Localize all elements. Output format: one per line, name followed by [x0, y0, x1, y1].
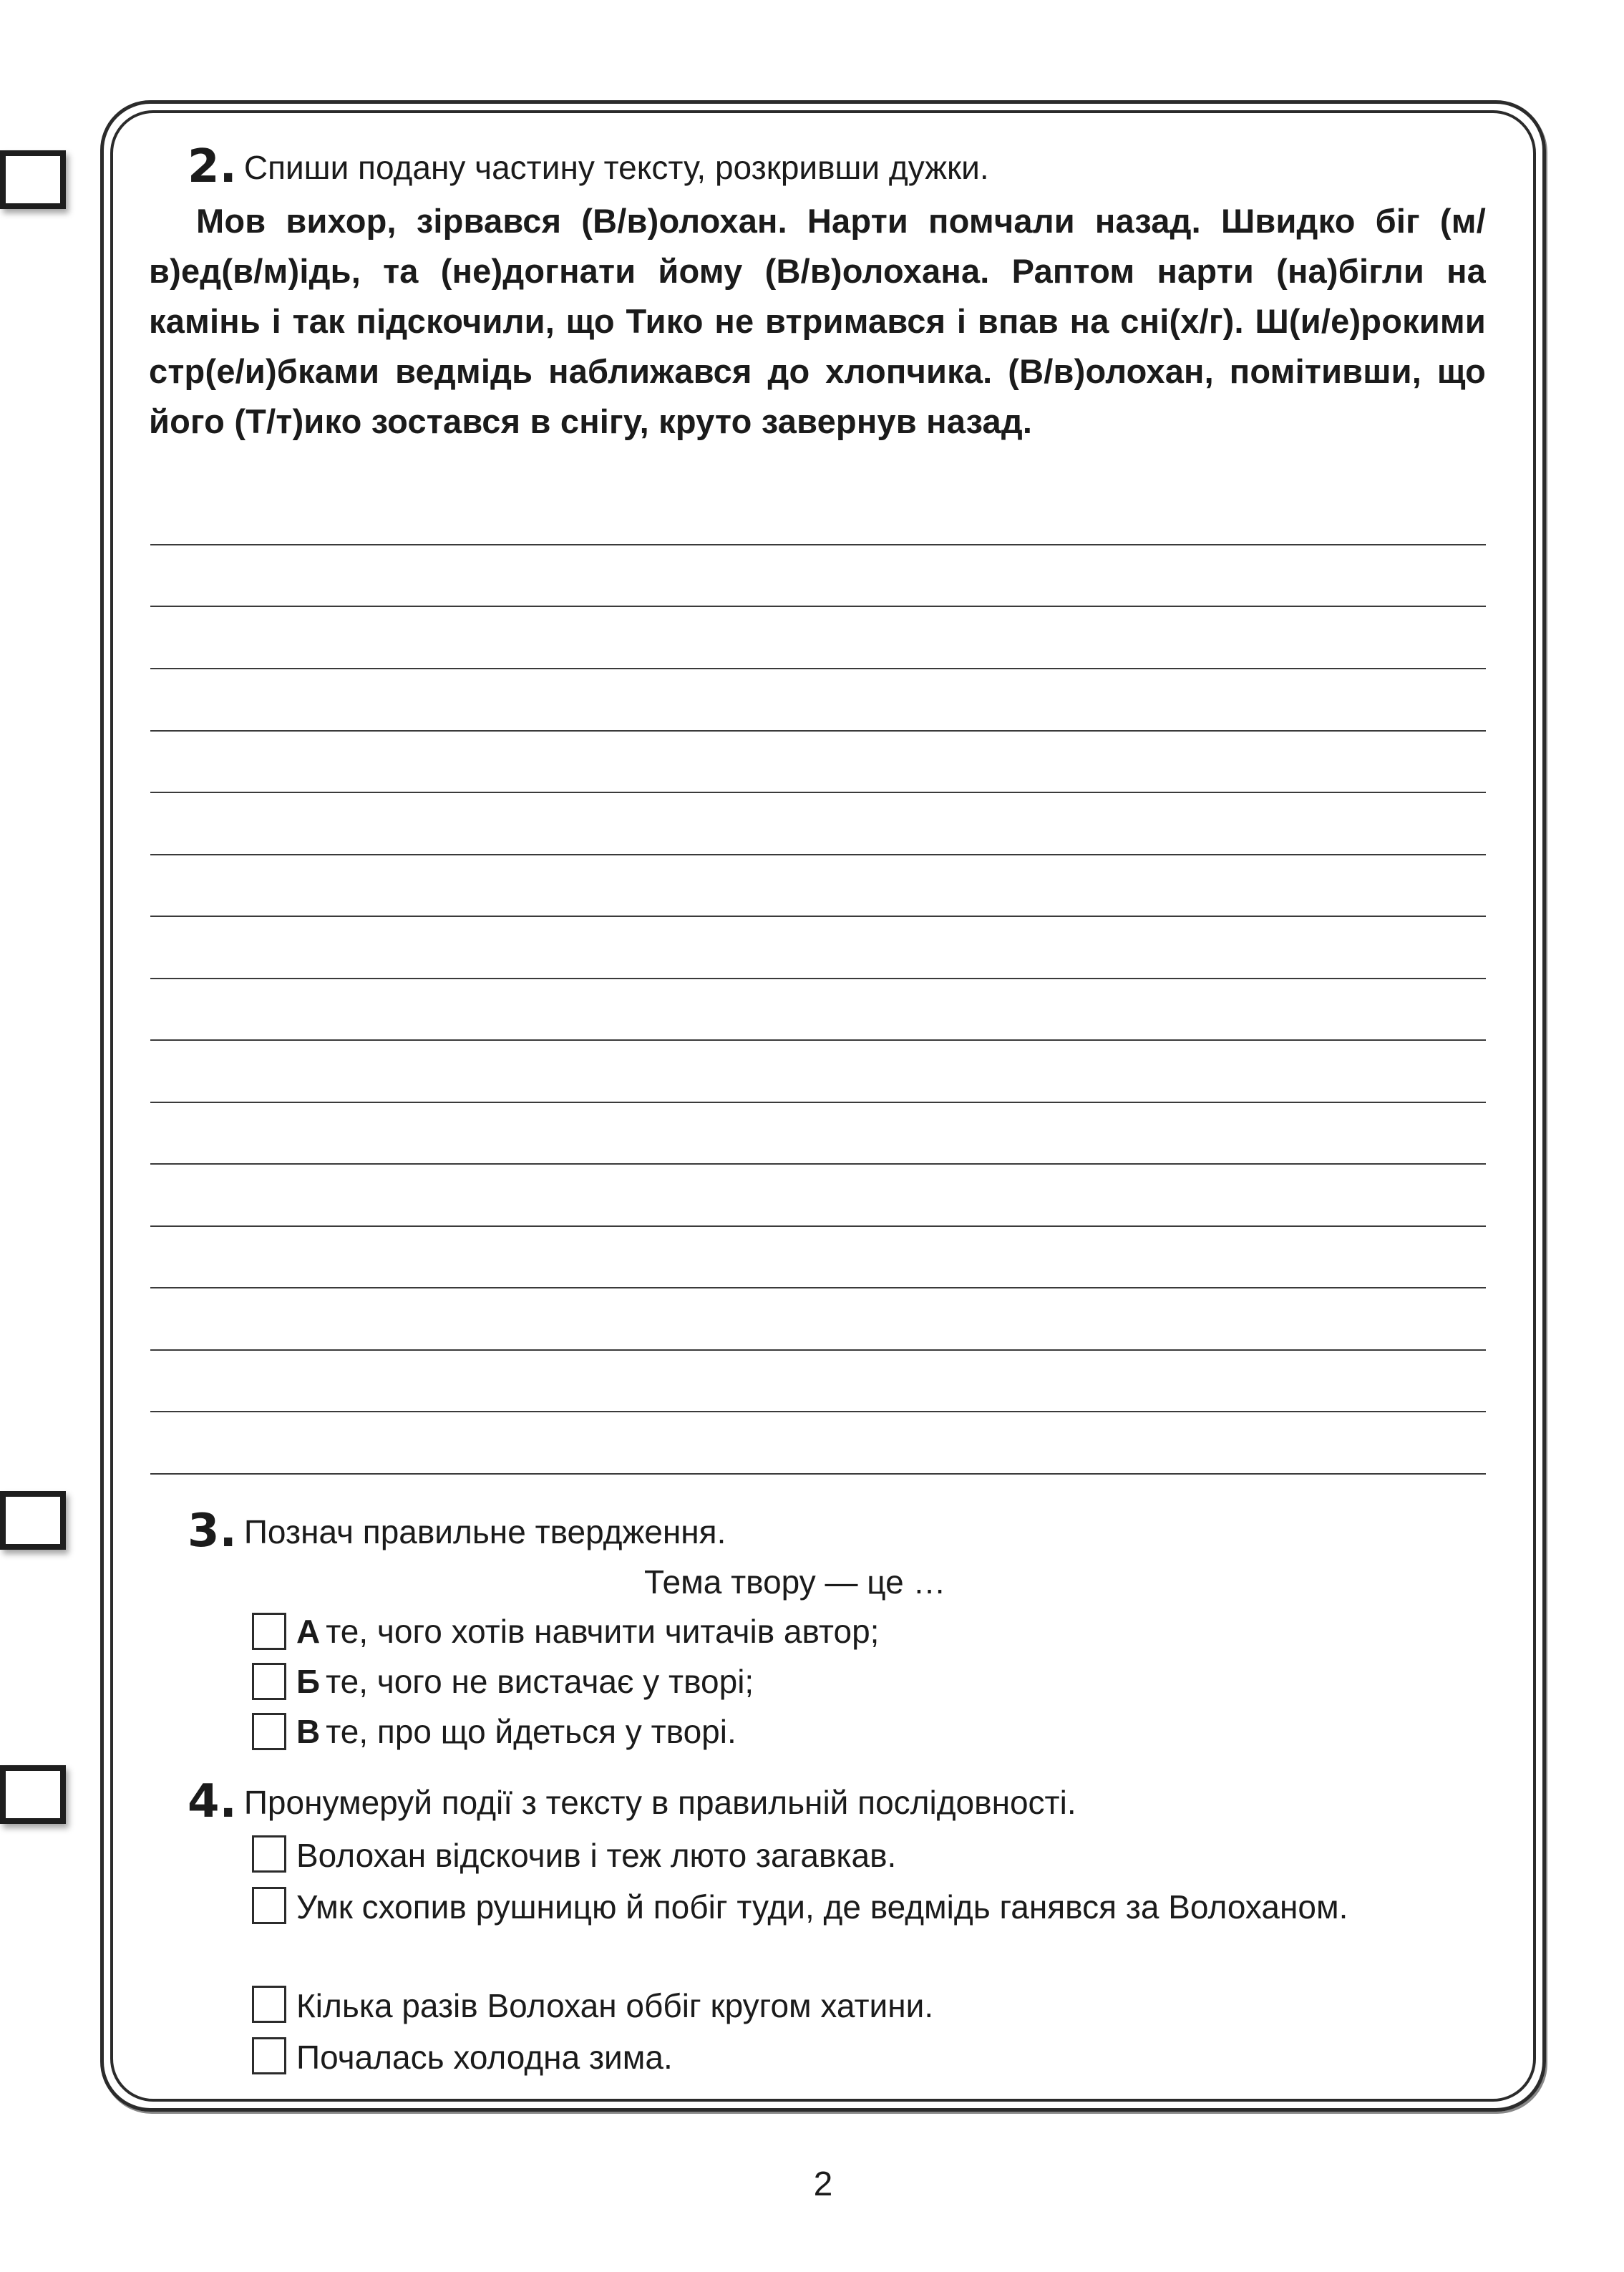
task3-option-b[interactable]: [252, 1662, 754, 1701]
number-box[interactable]: [252, 1835, 286, 1873]
page-number: 2: [813, 2165, 833, 2203]
answer-checkbox[interactable]: [252, 1713, 286, 1750]
margin-checkbox-task2[interactable]: [0, 150, 66, 209]
task2-passage: [149, 196, 1486, 447]
margin-checkbox-task3[interactable]: [0, 1491, 66, 1550]
writing-line[interactable]: [150, 1349, 1486, 1351]
task3-theme-prompt: Тема твору — це …: [644, 1563, 946, 1601]
event-text: Волохан відскочив і теж люто загавкав.: [296, 1837, 897, 1874]
writing-line[interactable]: [150, 1039, 1486, 1041]
event-text: Кілька разів Волохан оббіг кругом хатини.: [296, 1987, 934, 2024]
writing-line[interactable]: [150, 1287, 1486, 1288]
writing-line[interactable]: [150, 1411, 1486, 1412]
task4-number: 4.: [188, 1775, 237, 1828]
task3-option-c[interactable]: [252, 1712, 736, 1751]
writing-line[interactable]: [150, 544, 1486, 545]
writing-line[interactable]: [150, 916, 1486, 917]
option-letter: А: [296, 1613, 321, 1650]
option-text: те, чого не вистачає у творі;: [326, 1663, 754, 1700]
task2-number: 2.: [188, 140, 237, 193]
writing-line[interactable]: [150, 792, 1486, 793]
task4-event-4[interactable]: [252, 2033, 1527, 2082]
task4-event-3[interactable]: [252, 1981, 1527, 2030]
option-text: те, про що йдеться у творі.: [326, 1713, 736, 1750]
task3-number: 3.: [188, 1505, 237, 1558]
writing-line[interactable]: [150, 854, 1486, 855]
task2-instruction: Спиши подану частину тексту, розкривши дужки.: [243, 149, 989, 186]
number-box[interactable]: [252, 1887, 286, 1924]
task2-passage-text: Мов вихор, зірвався (В/в)олохан. Нарти помчали назад. Швидко біг (м/в)ед(в/м)ідь, та (не)догнати йому (В/в)олохана. Раптом нарти (на)бігли на камінь і так підскочили, що Тико не втримався і впав на сні(х/г). Ш(и/е)рокими стр(е/и)бками ведмідь наближався до хлопчика. (В/в)олохан, помітивши, що його (Т/т)ико зостався в снігу, круто завернув назад.: [149, 202, 1486, 440]
task4-heading: [188, 1772, 1076, 1828]
task3-heading: [188, 1502, 726, 1558]
writing-line[interactable]: [150, 606, 1486, 607]
writing-line[interactable]: [150, 978, 1486, 979]
task3-option-a[interactable]: [252, 1612, 879, 1651]
writing-line[interactable]: [150, 1163, 1486, 1165]
option-letter: Б: [296, 1663, 321, 1700]
number-box[interactable]: [252, 1986, 286, 2023]
answer-checkbox[interactable]: [252, 1613, 286, 1650]
task4-instruction: Пронумеруй події з тексту в правильній послідовності.: [243, 1784, 1076, 1821]
writing-line[interactable]: [150, 1225, 1486, 1227]
option-text: те, чого хотів навчити читачів автор;: [326, 1613, 880, 1650]
task4-event-1[interactable]: [252, 1831, 1527, 1880]
margin-checkbox-task4[interactable]: [0, 1765, 66, 1824]
answer-checkbox[interactable]: [252, 1663, 286, 1700]
task3-instruction: Познач правильне твердження.: [243, 1513, 726, 1550]
writing-line[interactable]: [150, 1473, 1486, 1475]
writing-line[interactable]: [150, 730, 1486, 732]
writing-line[interactable]: [150, 1102, 1486, 1103]
number-box[interactable]: [252, 2037, 286, 2074]
task2-heading: [188, 137, 989, 193]
event-text: Умк схопив рушницю й побіг туди, де ведмідь ганявся за Волоханом.: [296, 1888, 1348, 1926]
option-letter: В: [296, 1713, 321, 1750]
writing-line[interactable]: [150, 668, 1486, 669]
event-text: Почалась холодна зима.: [296, 2039, 673, 2076]
task4-event-2[interactable]: [252, 1883, 1527, 1931]
